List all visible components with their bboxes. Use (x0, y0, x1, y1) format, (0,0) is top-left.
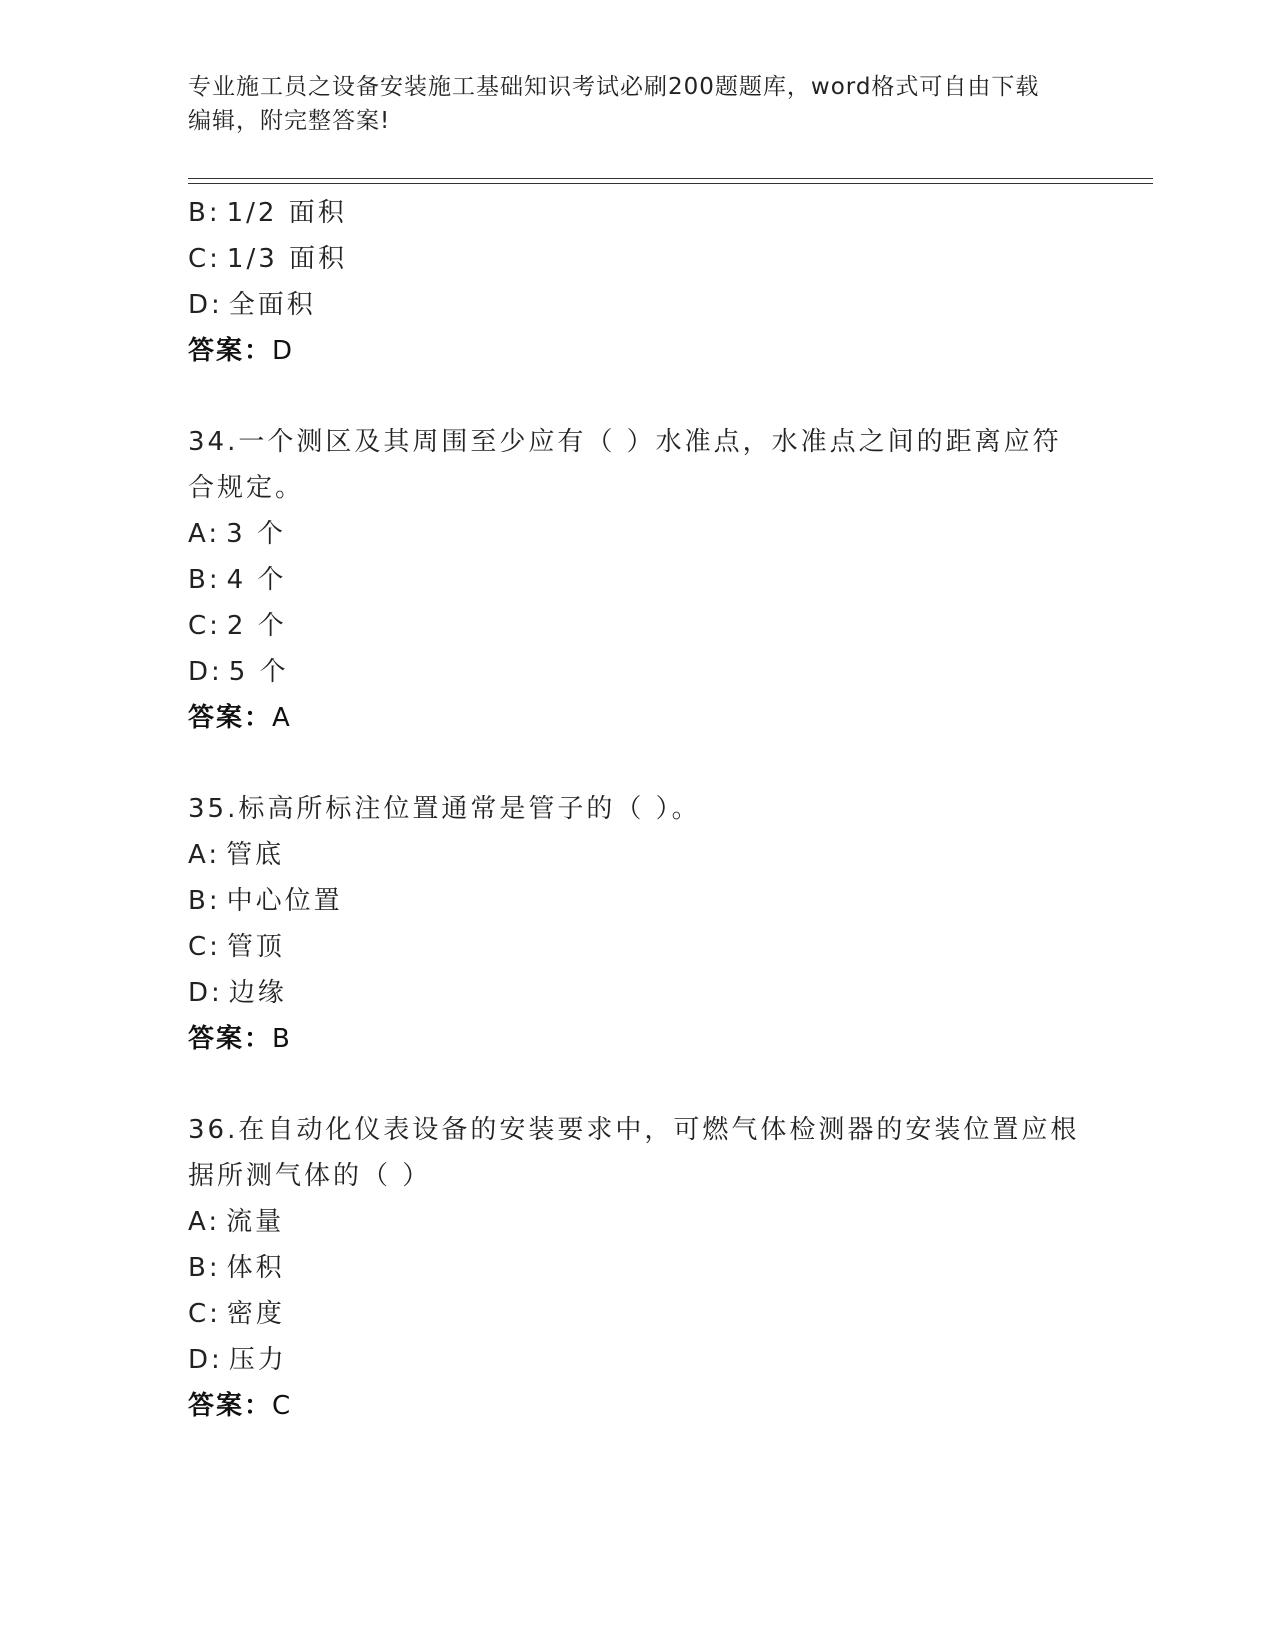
option-d (188, 282, 1108, 328)
header-divider-bottom (188, 183, 1153, 184)
option-letter: B: (188, 886, 221, 916)
option-text: 密度 (226, 1299, 285, 1329)
option-text: 4 个 (226, 565, 287, 595)
option-letter: C: (188, 611, 221, 641)
option-letter: B: (188, 565, 221, 595)
option-letter: B: (188, 198, 221, 228)
answer-label: 答案： (188, 1024, 273, 1054)
answer-label: 答案： (188, 1391, 273, 1421)
option-text: 2 个 (226, 611, 287, 641)
option-text: 中心位置 (226, 886, 343, 916)
header-divider-top (188, 178, 1153, 179)
answer-line (188, 695, 1108, 741)
option-text: 1/3 面积 (226, 244, 348, 274)
option-text: 5 个 (228, 657, 289, 687)
option-d (188, 970, 1108, 1016)
question-stem-line-1: 36.在自动化仪表设备的安装要求中，可燃气体检测器的安装位置应根 (188, 1115, 1080, 1145)
option-b (188, 1245, 1108, 1291)
option-text: 管顶 (226, 932, 285, 962)
option-text: 1/2 面积 (226, 198, 347, 228)
option-b (188, 878, 1108, 924)
option-text: 管底 (226, 840, 285, 870)
document-header (188, 70, 1088, 138)
option-text: 3 个 (226, 519, 286, 549)
option-letter: A: (188, 519, 221, 549)
option-letter: C: (188, 244, 221, 274)
option-c (188, 236, 1108, 282)
option-a (188, 1199, 1108, 1245)
question-stem-line-2: 据所测气体的（ ） (188, 1161, 432, 1191)
question-36 (188, 1107, 1108, 1429)
question-stem (188, 419, 1088, 511)
question-stem-line-1: 34.一个测区及其周围至少应有（ ）水准点，水准点之间的距离应符 (188, 427, 1062, 457)
option-text: 流量 (226, 1207, 285, 1237)
answer-label: 答案： (188, 703, 273, 733)
answer-value: B (272, 1024, 292, 1054)
question-stem-line-2: 合规定。 (188, 473, 305, 503)
option-letter: D: (188, 290, 223, 320)
option-letter: D: (188, 657, 223, 687)
option-c (188, 924, 1108, 970)
question-34 (188, 419, 1108, 741)
option-a (188, 832, 1108, 878)
answer-label: 答案： (188, 336, 273, 366)
option-letter: A: (188, 840, 221, 870)
answer-line (188, 328, 1108, 374)
option-letter: C: (188, 1299, 221, 1329)
question-stem-line-1: 35.标高所标注位置通常是管子的（ ）。 (188, 794, 701, 824)
answer-line (188, 1383, 1108, 1429)
option-c (188, 1291, 1108, 1337)
option-text: 压力 (228, 1345, 287, 1375)
option-letter: D: (188, 1345, 223, 1375)
option-text: 体积 (226, 1253, 285, 1283)
option-letter: B: (188, 1253, 221, 1283)
answer-value: A (272, 703, 292, 733)
option-a (188, 511, 1108, 557)
prev-question-block (188, 190, 1108, 374)
question-stem (188, 786, 1088, 832)
question-stem (188, 1107, 1088, 1199)
option-b (188, 190, 1108, 236)
option-text: 全面积 (228, 290, 316, 320)
option-letter: C: (188, 932, 221, 962)
answer-value: C (272, 1391, 293, 1421)
option-letter: A: (188, 1207, 221, 1237)
option-text: 边缘 (228, 978, 287, 1008)
answer-value: D (272, 336, 295, 366)
question-35 (188, 786, 1108, 1062)
answer-line (188, 1016, 1108, 1062)
header-line-2: 编辑，附完整答案! (188, 108, 391, 134)
option-d (188, 1337, 1108, 1383)
option-letter: D: (188, 978, 223, 1008)
option-b (188, 557, 1108, 603)
option-d (188, 649, 1108, 695)
header-line-1: 专业施工员之设备安装施工基础知识考试必刷200题题库，word格式可自由下载 (188, 74, 1040, 100)
question-content (188, 190, 1108, 1429)
option-c (188, 603, 1108, 649)
